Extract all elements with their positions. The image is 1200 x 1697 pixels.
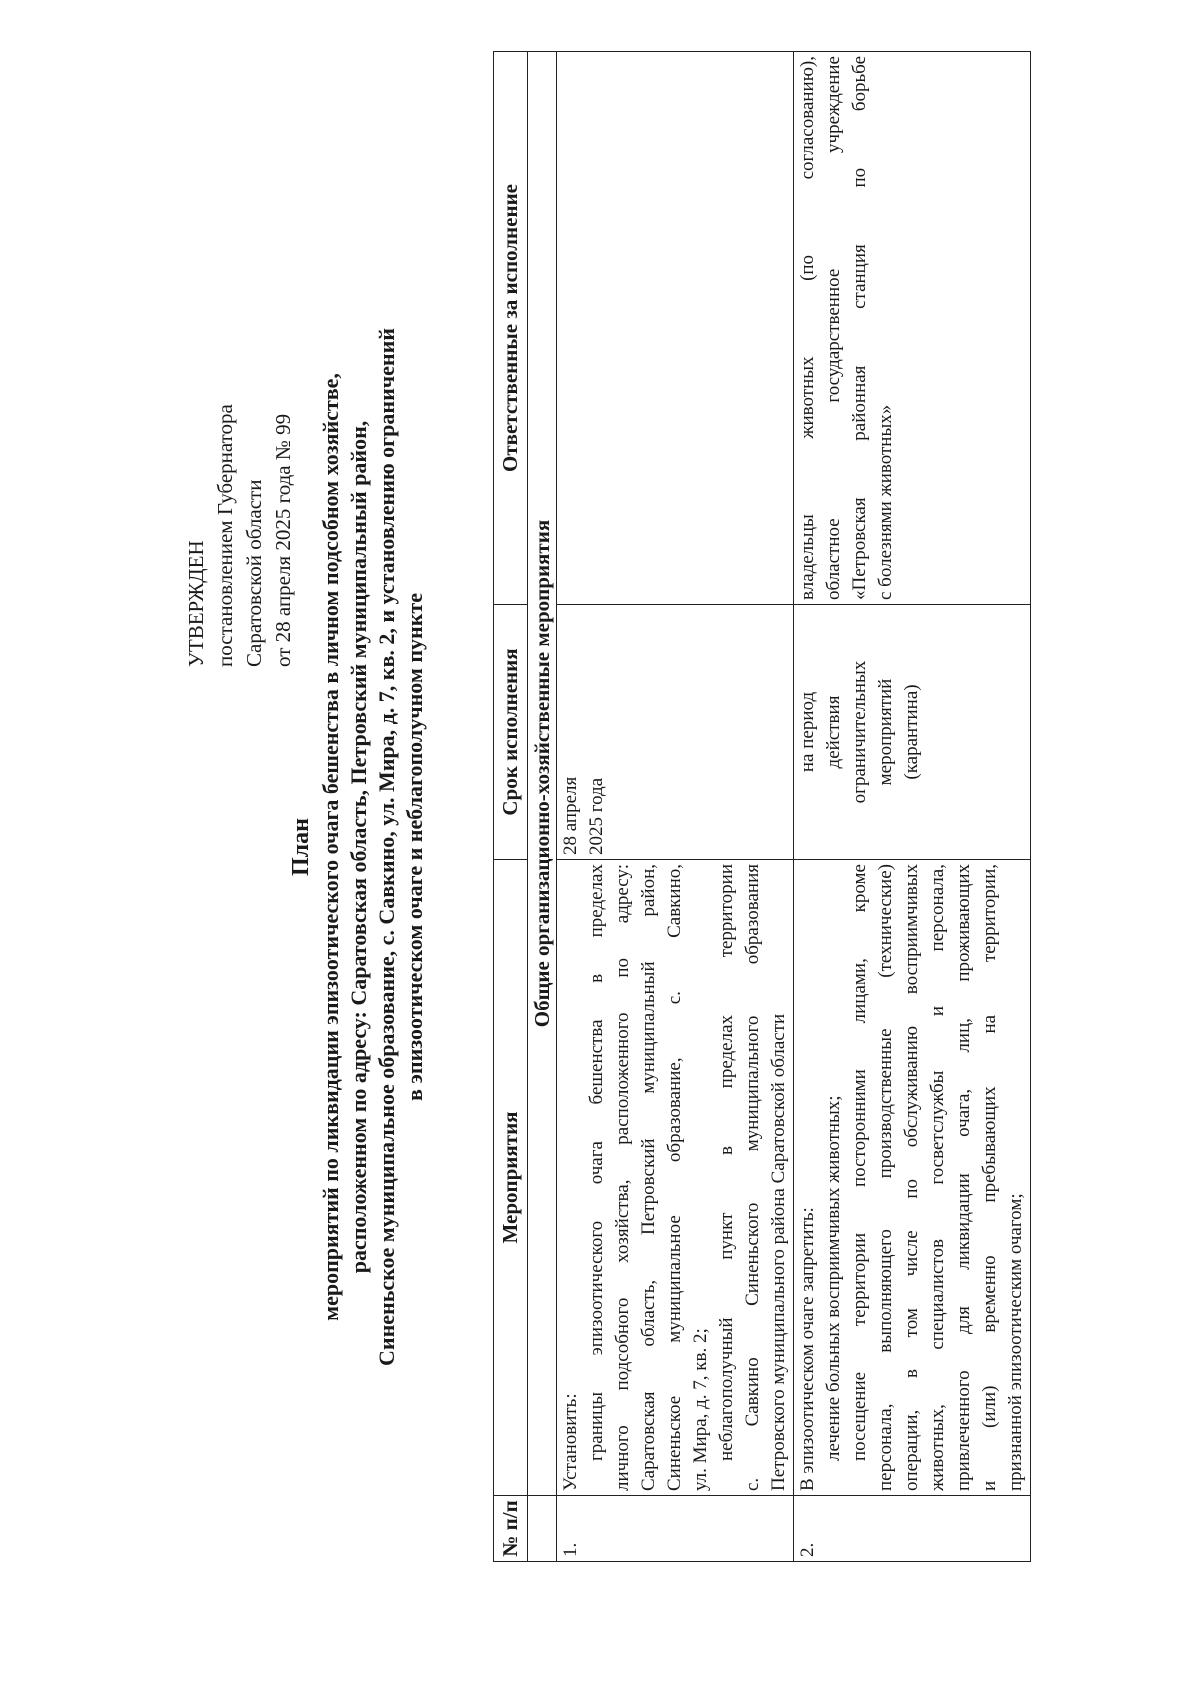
section-title: Общие организационно-хозяйственные мероприятия bbox=[528, 52, 557, 1496]
measures-table bbox=[493, 51, 1031, 1562]
row-2-deadline-line: ограничительных bbox=[849, 660, 870, 804]
row-2-deadline-line: действия bbox=[823, 695, 844, 769]
table-row bbox=[557, 52, 794, 1562]
row-1-measures bbox=[557, 860, 794, 1496]
header-deadline: Срок исполнения bbox=[494, 605, 528, 860]
section-spacer bbox=[528, 1496, 557, 1562]
row-1-line: Саратовская область, Петровский муниципальный район, bbox=[638, 864, 659, 1491]
table-header-row bbox=[494, 52, 528, 1562]
row-1-line: Синеньское муниципальное образование, с. Савкино, bbox=[664, 864, 685, 1491]
row-2-deadline bbox=[794, 605, 1031, 860]
row-2-line: лечение больных восприимчивых животных; bbox=[823, 1095, 844, 1461]
row-1-responsible bbox=[557, 52, 794, 605]
row-2-line: привлеченного для ликвидации очага, лиц, проживающих bbox=[953, 864, 974, 1491]
approval-line-2: Саратовской области bbox=[242, 479, 266, 667]
approval-block bbox=[182, 327, 298, 667]
table-row bbox=[794, 52, 1031, 1562]
row-2-deadline-line: (карантина) bbox=[901, 684, 922, 780]
row-2-line: животных, специалистов госветслужбы и персонала, bbox=[927, 864, 948, 1491]
row-1-line: Установить: bbox=[560, 1393, 581, 1491]
row-2-line: персонала, выполняющего производственные (технические) bbox=[875, 864, 896, 1491]
row-2-responsible bbox=[794, 52, 1031, 605]
row-1-line: Петровского муниципального района Саратовской области bbox=[768, 1013, 789, 1491]
section-row bbox=[528, 52, 557, 1562]
row-2-line: операции, в том числе по обслуживанию восприимчивых bbox=[901, 864, 922, 1491]
plan-title-line-3: Синеньское муниципальное образование, с. Савкино, ул. Мира, д. 7, кв. 2, и установлению ограничений bbox=[374, 328, 399, 1366]
row-2-responsible-line: областное государственное учреждение bbox=[823, 56, 844, 600]
row-1-num: 1. bbox=[557, 1496, 794, 1562]
row-2-deadline-line: мероприятий bbox=[875, 678, 896, 786]
row-2-responsible-line: с болезнями животных» bbox=[875, 404, 896, 600]
approval-line-3: от 28 апреля 2025 года № 99 bbox=[271, 413, 295, 667]
approval-title: УТВЕРЖДЕН bbox=[184, 540, 208, 667]
row-2-responsible-line: «Петровская районная станция по борьбе bbox=[849, 56, 870, 600]
header-responsible: Ответственные за исполнение bbox=[494, 52, 528, 605]
header-measures: Мероприятия bbox=[494, 860, 528, 1496]
row-2-responsible-line: владельцы животных (по согласованию), bbox=[797, 56, 818, 600]
row-1-line: личного подсобного хозяйства, расположенного по адресу: bbox=[612, 864, 633, 1491]
row-2-line: признанной эпизоотическим очагом; bbox=[1005, 1193, 1026, 1491]
row-1-line: границы эпизоотического очага бешенства в пределах bbox=[586, 864, 607, 1461]
plan-title-line-1: мероприятий по ликвидации эпизоотического очага бешенства в личном подсобном хозяйстве, bbox=[318, 373, 343, 1321]
approval-line-1: постановлением Губернатора bbox=[213, 404, 237, 667]
header-num: № п/п bbox=[494, 1496, 528, 1562]
row-2-deadline-line: на период bbox=[797, 691, 818, 773]
row-2-line: В эпизоотическом очаге запретить: bbox=[797, 1207, 818, 1491]
row-1-line: неблагополучный пункт в пределах территории bbox=[716, 864, 737, 1461]
row-2-line: и (или) временно пребывающих на территории, bbox=[979, 864, 1000, 1491]
row-1-line: ул. Мира, д. 7, кв. 2; bbox=[690, 1328, 711, 1491]
plan-title-line-2: расположенном по адресу: Саратовская область, Петровский муниципальный район, bbox=[346, 420, 371, 1274]
row-1-deadline-line: 28 апреля bbox=[560, 776, 581, 855]
plan-title-line-4: в эпизоотическом очаге и неблагополучном пункте bbox=[402, 593, 427, 1101]
row-2-num: 2. bbox=[794, 1496, 1031, 1562]
plan-title bbox=[287, 237, 429, 1457]
plan-heading: План bbox=[288, 818, 314, 876]
row-1-deadline-line: 2025 года bbox=[586, 777, 607, 855]
row-1-line: с. Савкино Синеньского муниципального образования bbox=[742, 864, 763, 1491]
row-2-measures bbox=[794, 860, 1031, 1496]
row-1-deadline bbox=[557, 605, 794, 860]
row-2-line: посещение территории посторонними лицами, кроме bbox=[849, 864, 870, 1461]
